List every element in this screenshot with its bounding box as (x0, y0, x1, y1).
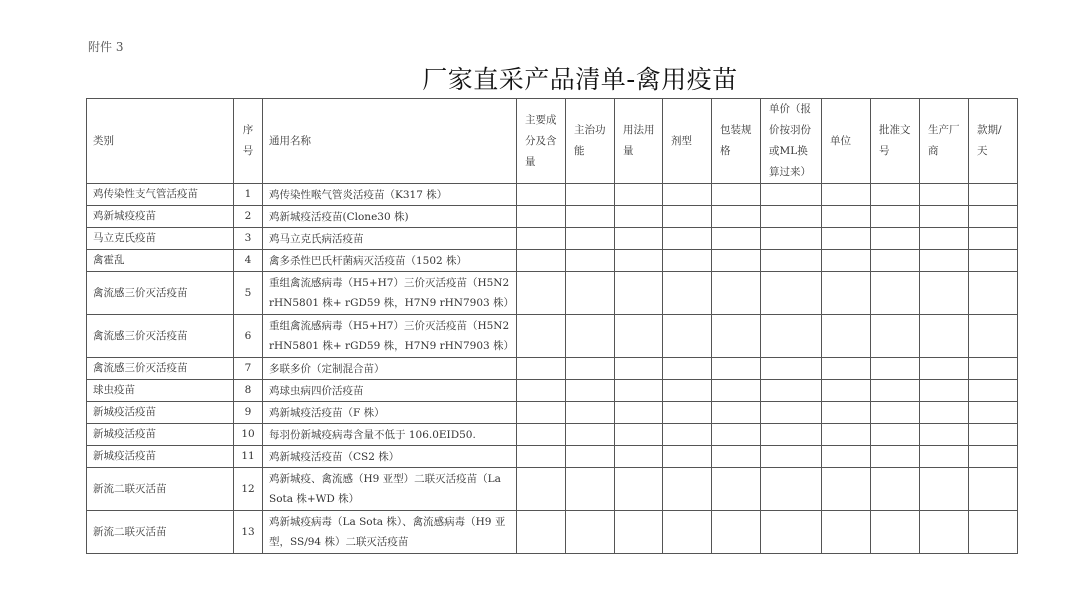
cell-ingredients[interactable] (517, 315, 566, 358)
cell-unit[interactable] (822, 424, 871, 446)
cell-approval[interactable] (871, 272, 920, 315)
table-row (87, 272, 1018, 315)
cell-dosage[interactable] (615, 402, 663, 424)
cell-payment-term[interactable] (969, 402, 1018, 424)
col-header-manufacturer: 生产厂 商 (920, 99, 969, 184)
cell-approval[interactable] (871, 468, 920, 511)
cell-seq: 12 (234, 468, 263, 511)
cell-form[interactable] (663, 206, 712, 228)
cell-approval[interactable] (871, 315, 920, 358)
cell-unit[interactable] (822, 250, 871, 272)
cell-unit[interactable] (822, 358, 871, 380)
cell-payment-term[interactable] (969, 272, 1018, 315)
cell-function[interactable] (566, 272, 615, 315)
cell-ingredients[interactable] (517, 206, 566, 228)
cell-package[interactable] (712, 184, 761, 206)
cell-ingredients[interactable] (517, 468, 566, 511)
cell-category: 禽流感三价灭活疫苗 (87, 315, 234, 358)
cell-name: 鸡新城疫活疫苗(Clone30 株) (263, 206, 517, 228)
cell-seq: 8 (234, 380, 263, 402)
cell-category: 鸡新城疫疫苗 (87, 206, 234, 228)
table-row (87, 358, 1018, 380)
col-header-unit-price: 单价（报 价按羽份 或ML换 算过来） (761, 99, 822, 184)
cell-unit-price[interactable] (761, 206, 822, 228)
cell-payment-term[interactable] (969, 358, 1018, 380)
table-row (87, 184, 1018, 206)
cell-category: 禽流感三价灭活疫苗 (87, 358, 234, 380)
cell-ingredients[interactable] (517, 446, 566, 468)
cell-approval[interactable] (871, 184, 920, 206)
cell-manufacturer[interactable] (920, 272, 969, 315)
page-title: 厂家直采产品清单-禽用疫苗 (422, 65, 738, 94)
cell-payment-term[interactable] (969, 228, 1018, 250)
cell-ingredients[interactable] (517, 511, 566, 554)
cell-unit[interactable] (822, 206, 871, 228)
cell-name: 多联多价（定制混合苗） (263, 358, 517, 380)
table-row (87, 228, 1018, 250)
cell-function[interactable] (566, 511, 615, 554)
table-row (87, 424, 1018, 446)
cell-payment-term[interactable] (969, 184, 1018, 206)
cell-category: 新流二联灭活苗 (87, 511, 234, 554)
cell-approval[interactable] (871, 250, 920, 272)
cell-manufacturer[interactable] (920, 358, 969, 380)
cell-category: 马立克氏疫苗 (87, 228, 234, 250)
table-row (87, 468, 1018, 511)
cell-ingredients[interactable] (517, 380, 566, 402)
cell-ingredients[interactable] (517, 184, 566, 206)
table-row (87, 446, 1018, 468)
cell-form[interactable] (663, 511, 712, 554)
product-table (86, 98, 1018, 554)
cell-unit[interactable] (822, 402, 871, 424)
cell-package[interactable] (712, 424, 761, 446)
cell-category: 新城疫活疫苗 (87, 446, 234, 468)
cell-payment-term[interactable] (969, 468, 1018, 511)
cell-name: 重组禽流感病毒（H5+H7）三价灭活疫苗（H5N2 rHN5801 株+ rGD59 株，H7N9 rHN7903 株） (263, 315, 517, 358)
cell-seq: 10 (234, 424, 263, 446)
cell-form[interactable] (663, 424, 712, 446)
cell-function[interactable] (566, 424, 615, 446)
cell-manufacturer[interactable] (920, 184, 969, 206)
cell-unit-price[interactable] (761, 380, 822, 402)
cell-unit-price[interactable] (761, 468, 822, 511)
cell-unit[interactable] (822, 228, 871, 250)
cell-approval[interactable] (871, 402, 920, 424)
cell-ingredients[interactable] (517, 250, 566, 272)
cell-function[interactable] (566, 446, 615, 468)
table-row (87, 315, 1018, 358)
cell-function[interactable] (566, 184, 615, 206)
cell-manufacturer[interactable] (920, 468, 969, 511)
cell-manufacturer[interactable] (920, 511, 969, 554)
cell-approval[interactable] (871, 206, 920, 228)
cell-name: 鸡新城疫、禽流感（H9 亚型）二联灭活疫苗（La Sota 株+WD 株） (263, 468, 517, 511)
cell-ingredients[interactable] (517, 424, 566, 446)
cell-form[interactable] (663, 358, 712, 380)
cell-unit[interactable] (822, 446, 871, 468)
cell-unit[interactable] (822, 184, 871, 206)
cell-manufacturer[interactable] (920, 424, 969, 446)
col-header-unit: 单位 (822, 99, 871, 184)
cell-approval[interactable] (871, 358, 920, 380)
cell-dosage[interactable] (615, 380, 663, 402)
cell-dosage[interactable] (615, 468, 663, 511)
cell-name: 鸡新城疫活疫苗（F 株） (263, 402, 517, 424)
cell-category: 球虫疫苗 (87, 380, 234, 402)
cell-package[interactable] (712, 446, 761, 468)
cell-payment-term[interactable] (969, 380, 1018, 402)
cell-manufacturer[interactable] (920, 380, 969, 402)
cell-function[interactable] (566, 402, 615, 424)
cell-unit-price[interactable] (761, 272, 822, 315)
col-header-package: 包装规 格 (712, 99, 761, 184)
cell-unit[interactable] (822, 272, 871, 315)
cell-category: 新流二联灭活苗 (87, 468, 234, 511)
cell-payment-term[interactable] (969, 206, 1018, 228)
cell-package[interactable] (712, 402, 761, 424)
col-header-seq: 序 号 (234, 99, 263, 184)
cell-unit-price[interactable] (761, 358, 822, 380)
cell-unit-price[interactable] (761, 402, 822, 424)
cell-approval[interactable] (871, 228, 920, 250)
cell-form[interactable] (663, 315, 712, 358)
cell-package[interactable] (712, 272, 761, 315)
cell-unit-price[interactable] (761, 228, 822, 250)
cell-form[interactable] (663, 272, 712, 315)
cell-function[interactable] (566, 250, 615, 272)
col-header-dosage: 用法用 量 (615, 99, 663, 184)
table-row (87, 511, 1018, 554)
cell-function[interactable] (566, 468, 615, 511)
cell-dosage[interactable] (615, 228, 663, 250)
cell-seq: 9 (234, 402, 263, 424)
cell-form[interactable] (663, 468, 712, 511)
cell-dosage[interactable] (615, 206, 663, 228)
cell-payment-term[interactable] (969, 511, 1018, 554)
col-header-ingredients: 主要成 分及含 量 (517, 99, 566, 184)
cell-name: 禽多杀性巴氏杆菌病灭活疫苗（1502 株） (263, 250, 517, 272)
table-row (87, 380, 1018, 402)
cell-name: 鸡新城疫病毒（La Sota 株）、禽流感病毒（H9 亚型，SS/94 株）二联灭活疫苗 (263, 511, 517, 554)
cell-approval[interactable] (871, 424, 920, 446)
cell-approval[interactable] (871, 380, 920, 402)
cell-seq: 11 (234, 446, 263, 468)
cell-category: 禽流感三价灭活疫苗 (87, 272, 234, 315)
table-row (87, 206, 1018, 228)
cell-function[interactable] (566, 228, 615, 250)
cell-seq: 6 (234, 315, 263, 358)
cell-name: 鸡球虫病四价活疫苗 (263, 380, 517, 402)
cell-name: 鸡传染性喉气管炎活疫苗（K317 株） (263, 184, 517, 206)
cell-seq: 13 (234, 511, 263, 554)
cell-function[interactable] (566, 358, 615, 380)
cell-name: 鸡马立克氏病活疫苗 (263, 228, 517, 250)
cell-seq: 5 (234, 272, 263, 315)
cell-dosage[interactable] (615, 315, 663, 358)
cell-dosage[interactable] (615, 250, 663, 272)
cell-form[interactable] (663, 184, 712, 206)
cell-form[interactable] (663, 228, 712, 250)
col-header-payment-term: 款期/ 天 (969, 99, 1018, 184)
cell-seq: 1 (234, 184, 263, 206)
cell-seq: 7 (234, 358, 263, 380)
col-header-name: 通用名称 (263, 99, 517, 184)
table-row (87, 402, 1018, 424)
cell-package[interactable] (712, 511, 761, 554)
cell-payment-term[interactable] (969, 250, 1018, 272)
cell-name: 重组禽流感病毒（H5+H7）三价灭活疫苗（H5N2 rHN5801 株+ rGD59 株，H7N9 rHN7903 株） (263, 272, 517, 315)
cell-manufacturer[interactable] (920, 228, 969, 250)
cell-package[interactable] (712, 228, 761, 250)
cell-form[interactable] (663, 446, 712, 468)
cell-seq: 4 (234, 250, 263, 272)
cell-package[interactable] (712, 315, 761, 358)
cell-dosage[interactable] (615, 446, 663, 468)
cell-dosage[interactable] (615, 272, 663, 315)
cell-category: 鸡传染性支气管活疫苗 (87, 184, 234, 206)
cell-form[interactable] (663, 250, 712, 272)
cell-name: 每羽份新城疫病毒含量不低于 106.0EID50. (263, 424, 517, 446)
cell-manufacturer[interactable] (920, 250, 969, 272)
cell-package[interactable] (712, 206, 761, 228)
cell-manufacturer[interactable] (920, 315, 969, 358)
cell-package[interactable] (712, 250, 761, 272)
cell-category: 新城疫活疫苗 (87, 424, 234, 446)
table-row (87, 250, 1018, 272)
cell-approval[interactable] (871, 511, 920, 554)
cell-unit-price[interactable] (761, 424, 822, 446)
cell-manufacturer[interactable] (920, 206, 969, 228)
cell-seq: 2 (234, 206, 263, 228)
cell-function[interactable] (566, 315, 615, 358)
cell-approval[interactable] (871, 446, 920, 468)
cell-unit-price[interactable] (761, 315, 822, 358)
cell-dosage[interactable] (615, 424, 663, 446)
cell-dosage[interactable] (615, 511, 663, 554)
cell-ingredients[interactable] (517, 272, 566, 315)
col-header-function: 主治功 能 (566, 99, 615, 184)
cell-unit[interactable] (822, 315, 871, 358)
cell-form[interactable] (663, 402, 712, 424)
cell-package[interactable] (712, 380, 761, 402)
cell-unit[interactable] (822, 468, 871, 511)
cell-package[interactable] (712, 358, 761, 380)
cell-payment-term[interactable] (969, 424, 1018, 446)
cell-unit[interactable] (822, 511, 871, 554)
cell-name: 鸡新城疫活疫苗（CS2 株） (263, 446, 517, 468)
cell-function[interactable] (566, 380, 615, 402)
cell-unit-price[interactable] (761, 446, 822, 468)
cell-manufacturer[interactable] (920, 446, 969, 468)
cell-payment-term[interactable] (969, 446, 1018, 468)
cell-unit-price[interactable] (761, 511, 822, 554)
cell-dosage[interactable] (615, 184, 663, 206)
col-header-form: 剂型 (663, 99, 712, 184)
cell-category: 禽霍乱 (87, 250, 234, 272)
cell-form[interactable] (663, 380, 712, 402)
cell-unit[interactable] (822, 380, 871, 402)
cell-function[interactable] (566, 206, 615, 228)
table-header-row (87, 99, 1018, 184)
col-header-category: 类别 (87, 99, 234, 184)
cell-category: 新城疫活疫苗 (87, 402, 234, 424)
cell-ingredients[interactable] (517, 228, 566, 250)
cell-manufacturer[interactable] (920, 402, 969, 424)
cell-dosage[interactable] (615, 358, 663, 380)
cell-unit-price[interactable] (761, 184, 822, 206)
attachment-label: 附件 3 (88, 40, 124, 54)
col-header-approval: 批准文 号 (871, 99, 920, 184)
cell-package[interactable] (712, 468, 761, 511)
cell-payment-term[interactable] (969, 315, 1018, 358)
cell-ingredients[interactable] (517, 358, 566, 380)
cell-unit-price[interactable] (761, 250, 822, 272)
cell-seq: 3 (234, 228, 263, 250)
cell-ingredients[interactable] (517, 402, 566, 424)
